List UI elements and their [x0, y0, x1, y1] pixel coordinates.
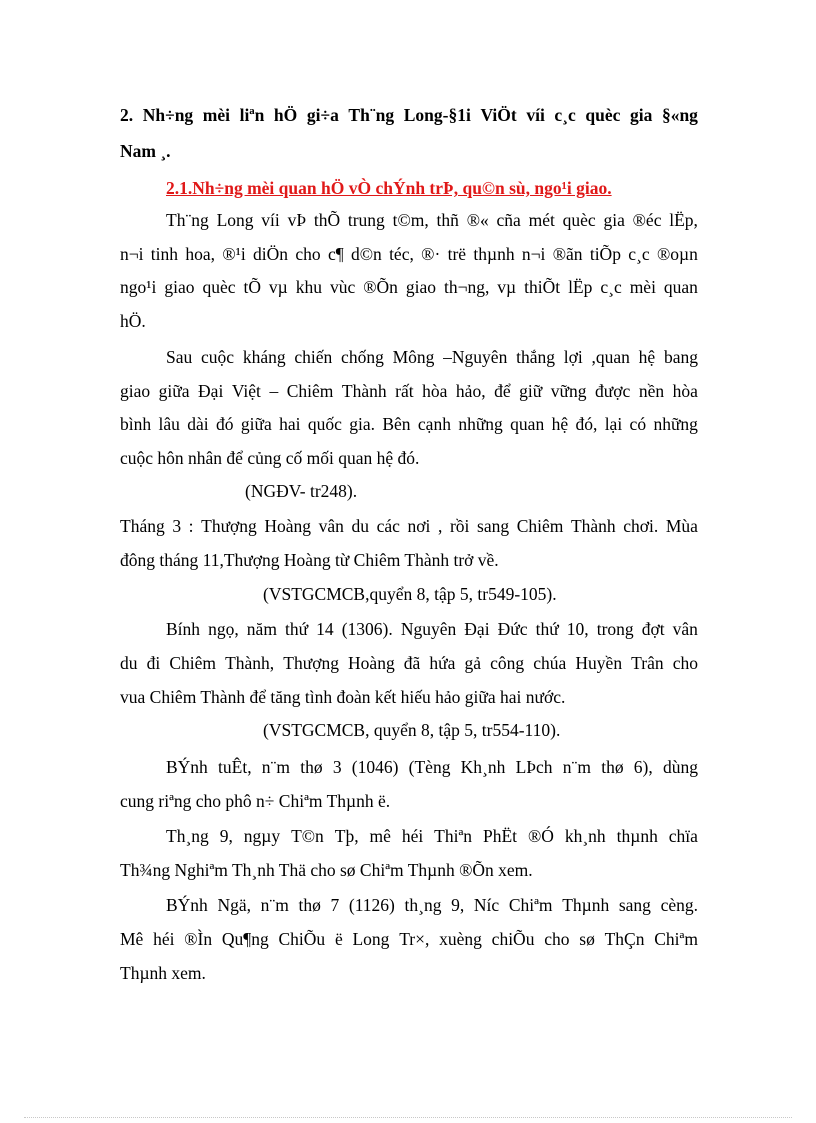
word: nền: [638, 381, 665, 401]
word: quèc: [202, 277, 236, 297]
word: t©m,: [392, 210, 429, 230]
word: Long: [216, 210, 254, 230]
word: 9,: [219, 826, 233, 846]
word: Huyền: [575, 653, 623, 673]
word: chiÕu: [491, 929, 535, 949]
word: (1126): [348, 895, 395, 915]
word: chiến: [294, 347, 333, 367]
word: chống: [341, 347, 384, 367]
word: quốc: [307, 414, 342, 434]
word: 6),: [633, 757, 653, 777]
word: BÝnh: [166, 895, 208, 915]
word: sø: [579, 929, 595, 949]
subsection-heading: 2.1.Nh÷ng mèi quan hÖ vÒ chÝnh trÞ, qu©n sù, ngo¹i giao.: [166, 178, 612, 198]
word: Kh¸nh: [460, 757, 506, 777]
word: thµnh: [473, 244, 515, 264]
word: diÖn: [253, 244, 289, 264]
word: –Nguyên: [443, 347, 508, 367]
word: héi: [153, 929, 175, 949]
word: những: [458, 414, 503, 434]
word: ngo¹i: [120, 277, 157, 297]
word: du: [351, 516, 370, 536]
word: Trân: [631, 653, 664, 673]
word: ®Ìn: [184, 929, 213, 949]
word: Đại: [198, 381, 224, 401]
word: vÞ: [287, 210, 307, 230]
word: Long-§1i: [403, 105, 471, 125]
word: gia: [629, 105, 653, 125]
word: ngµy: [243, 826, 281, 846]
word: Chiªm: [508, 895, 553, 915]
word: mèi: [629, 277, 656, 297]
word: cho: [295, 244, 321, 264]
word: đã: [403, 653, 421, 673]
word: T©n: [291, 826, 324, 846]
word: kh¸nh: [564, 826, 606, 846]
para2-line-4: cuộc hôn nhân để củng cố mối quan hệ đó.: [120, 448, 420, 468]
word: Ngä,: [217, 895, 251, 915]
word: Việt: [231, 381, 261, 401]
word: ThÇn: [604, 929, 645, 949]
word: đó: [215, 414, 234, 434]
word: n¨m: [261, 757, 290, 777]
word: Th¸ng: [166, 826, 209, 846]
para5-line-2: cung riªng cho phô n÷ Chiªm Thµnh ë.: [120, 791, 391, 811]
word: lâu: [158, 414, 180, 434]
word: hệ: [551, 414, 569, 434]
word: víi: [526, 105, 545, 125]
citation-ngdv: (NGĐV- tr248).: [245, 481, 358, 501]
para2-line-3: [120, 413, 698, 435]
word: bình: [120, 414, 152, 434]
word: ®oµn: [656, 244, 698, 264]
word: để: [494, 381, 511, 401]
word: Hoàng: [264, 516, 312, 536]
word: Thiªn: [434, 826, 473, 846]
word: thµnh: [616, 826, 658, 846]
word: Chiêm: [286, 381, 334, 401]
word: vững: [550, 381, 587, 401]
para7-line-1: [166, 894, 698, 916]
word: hai: [279, 414, 301, 434]
word: sang: [618, 895, 651, 915]
word: ®ãn: [552, 244, 583, 264]
citation-vstgcmcb-1: (VSTGCMCB,quyển 8, tập 5, tr549-105).: [263, 584, 557, 604]
word: mèi: [202, 105, 230, 125]
word: gia.: [349, 414, 375, 434]
word: chúa: [533, 653, 567, 673]
word: Nh÷ng: [142, 105, 194, 125]
word: đó,: [575, 414, 598, 434]
word: Tr×,: [399, 929, 430, 949]
word: được: [595, 381, 631, 401]
word: gả: [464, 653, 482, 673]
para2-line-2: [120, 380, 698, 402]
para4-line-2: [120, 652, 698, 674]
word: Sau: [166, 347, 193, 367]
word: n¬i: [521, 244, 546, 264]
word: gi÷a: [306, 105, 339, 125]
para6-line-1: [166, 825, 698, 847]
word: quèc: [562, 210, 596, 230]
word: c¶: [327, 244, 344, 264]
para3-line-2: đông tháng 11,Thượng Hoàng từ Chiêm Thành trở về.: [120, 550, 499, 570]
word: lËp,: [669, 210, 698, 230]
word: Bính: [166, 619, 201, 639]
word: thứ: [535, 619, 559, 639]
word: hảo,: [455, 381, 486, 401]
word: Thành: [341, 381, 387, 401]
word: lợi: [563, 347, 583, 367]
word: 7: [330, 895, 340, 915]
word: quan: [510, 414, 545, 434]
word: năm: [246, 619, 277, 639]
word: 9,: [451, 895, 465, 915]
word: mét: [528, 210, 555, 230]
word: 3: [172, 516, 182, 536]
word: tuÊt,: [218, 757, 252, 777]
word: giao: [405, 277, 436, 297]
word: Mùa: [665, 516, 698, 536]
word: thø: [298, 895, 321, 915]
para7-line-3: Thµnh xem.: [120, 963, 206, 983]
word: chïa: [668, 826, 698, 846]
word: ChiÕu: [278, 929, 326, 949]
word: téc,: [389, 244, 414, 264]
word: ®·: [421, 244, 441, 264]
word: Th¨ng: [166, 210, 209, 230]
word: lại: [604, 414, 623, 434]
word: giữa: [240, 414, 272, 434]
word: Tþ,: [334, 826, 359, 846]
word: trong: [596, 619, 634, 639]
para2-line-1: [166, 346, 698, 368]
word: chơi.: [623, 516, 659, 536]
word: c¸c: [628, 244, 650, 264]
word: (1306).: [341, 619, 393, 639]
word: thứ: [285, 619, 309, 639]
word: những: [653, 414, 698, 434]
word: Thượng: [283, 653, 339, 673]
word: xuèng: [439, 929, 482, 949]
word: ®Õn: [363, 277, 398, 297]
word: thÕ: [313, 210, 341, 230]
word: cuộc: [201, 347, 235, 367]
word: các: [376, 516, 400, 536]
word: khu: [295, 277, 322, 297]
word: vân: [318, 516, 344, 536]
word: ,: [438, 516, 443, 536]
word: LÞch: [515, 757, 553, 777]
word: d©n: [350, 244, 382, 264]
word: c¸c: [554, 105, 576, 125]
word: Chiêm: [516, 516, 564, 536]
word: Hoàng: [348, 653, 395, 673]
word: Thµnh: [562, 895, 610, 915]
word: dài: [187, 414, 209, 434]
word: lËp: [568, 277, 593, 297]
para6-line-2: Th¾ng Nghiªm Th¸nh Thä cho sø Chiªm Thµnh ®Õn xem.: [120, 860, 533, 880]
word: Qu¶ng: [221, 929, 269, 949]
citation-vstgcmcb-2: (VSTGCMCB, quyển 8, tập 5, tr554-110).: [263, 720, 561, 740]
word: tinh: [150, 244, 179, 264]
word: PhËt: [483, 826, 518, 846]
word: ngọ,: [208, 619, 239, 639]
word: ®Ó: [527, 826, 554, 846]
word: ®«: [466, 210, 489, 230]
word: :: [188, 516, 194, 536]
word: thiÕt: [524, 277, 561, 297]
word: c¸c: [600, 277, 622, 297]
word: công: [490, 653, 525, 673]
para1-line-4: hÖ.: [120, 311, 146, 331]
word: vµ: [268, 277, 288, 297]
word: ®éc: [632, 210, 662, 230]
word: quèc: [585, 105, 621, 125]
para4-line-1: [166, 618, 698, 640]
section-heading-line-2: Nam ¸.: [120, 141, 171, 161]
word: th¬ng,: [443, 277, 490, 297]
word: ,quan: [591, 347, 630, 367]
para7-line-2: [120, 928, 698, 950]
para1-line-3: [120, 276, 698, 298]
word: hệ: [638, 347, 656, 367]
word: BÝnh: [166, 757, 208, 777]
para3-line-1: [120, 515, 698, 537]
word: có: [629, 414, 647, 434]
word: vân: [672, 619, 698, 639]
word: (Tèng: [408, 757, 451, 777]
word: Mê: [120, 929, 144, 949]
word: víi: [261, 210, 280, 230]
word: hÖ: [273, 105, 298, 125]
word: tÕ: [243, 277, 261, 297]
word: hòa: [422, 381, 448, 401]
word: dùng: [662, 757, 698, 777]
word: giao: [120, 381, 151, 401]
word: cho: [544, 929, 570, 949]
word: Nguyên: [400, 619, 457, 639]
word: thø: [300, 757, 323, 777]
section-heading-line-1: [120, 104, 698, 126]
word: hoa,: [185, 244, 215, 264]
word: ®¹i: [222, 244, 246, 264]
word: thñ: [436, 210, 459, 230]
word: (1046): [351, 757, 399, 777]
word: hứa: [429, 653, 456, 673]
word: Mông: [392, 347, 435, 367]
word: tiÕp: [589, 244, 621, 264]
word: Tháng: [120, 516, 165, 536]
word: n¨m: [562, 757, 591, 777]
para1-line-2: [120, 243, 698, 265]
word: quan: [663, 277, 698, 297]
word: cèng.: [660, 895, 698, 915]
word: 3: [332, 757, 342, 777]
word: trung: [347, 210, 385, 230]
word: bang: [663, 347, 698, 367]
word: Th¨ng: [348, 105, 395, 125]
word: hòa: [672, 381, 698, 401]
word: đi: [146, 653, 161, 673]
word: nơi: [407, 516, 431, 536]
word: thắng: [516, 347, 555, 367]
word: thø: [601, 757, 624, 777]
word: Thành: [570, 516, 616, 536]
word: Thượng: [201, 516, 257, 536]
word: n¬i: [120, 244, 144, 264]
word: sang: [477, 516, 510, 536]
word: §«ng: [661, 105, 698, 125]
word: mê: [369, 826, 391, 846]
word: gia: [603, 210, 625, 230]
word: 14: [316, 619, 334, 639]
word: ViÖt: [480, 105, 517, 125]
word: cạnh: [417, 414, 451, 434]
word: th¸ng: [404, 895, 442, 915]
word: Thành,: [225, 653, 275, 673]
word: rất: [395, 381, 414, 401]
word: Đức: [497, 619, 528, 639]
word: cho: [672, 653, 698, 673]
word: liªn: [239, 105, 265, 125]
word: trë: [447, 244, 467, 264]
word: giữ: [519, 381, 543, 401]
word: Đại: [464, 619, 490, 639]
word: 10,: [566, 619, 589, 639]
word: Bên: [382, 414, 411, 434]
para4-line-3: vua Chiêm Thành để tăng tình đoàn kết hiếu hảo giữa hai nước.: [120, 687, 566, 707]
word: Long: [352, 929, 390, 949]
word: giữa: [158, 381, 190, 401]
word: vùc: [329, 277, 356, 297]
word: Chiªm: [654, 929, 698, 949]
word: ë: [334, 929, 343, 949]
page-bottom-rule: [24, 1117, 792, 1118]
word: vµ: [497, 277, 517, 297]
word: Chiêm: [169, 653, 216, 673]
word: –: [269, 381, 279, 401]
word: rồi: [449, 516, 470, 536]
word: đợt: [641, 619, 665, 639]
word: du: [120, 653, 138, 673]
word: 2.: [120, 105, 134, 125]
word: n¨m: [260, 895, 289, 915]
para5-line-1: [166, 756, 698, 778]
word: giao: [164, 277, 195, 297]
word: Níc: [473, 895, 500, 915]
word: héi: [401, 826, 424, 846]
word: cña: [496, 210, 521, 230]
word: kháng: [242, 347, 286, 367]
para1-line-1: [166, 209, 698, 231]
